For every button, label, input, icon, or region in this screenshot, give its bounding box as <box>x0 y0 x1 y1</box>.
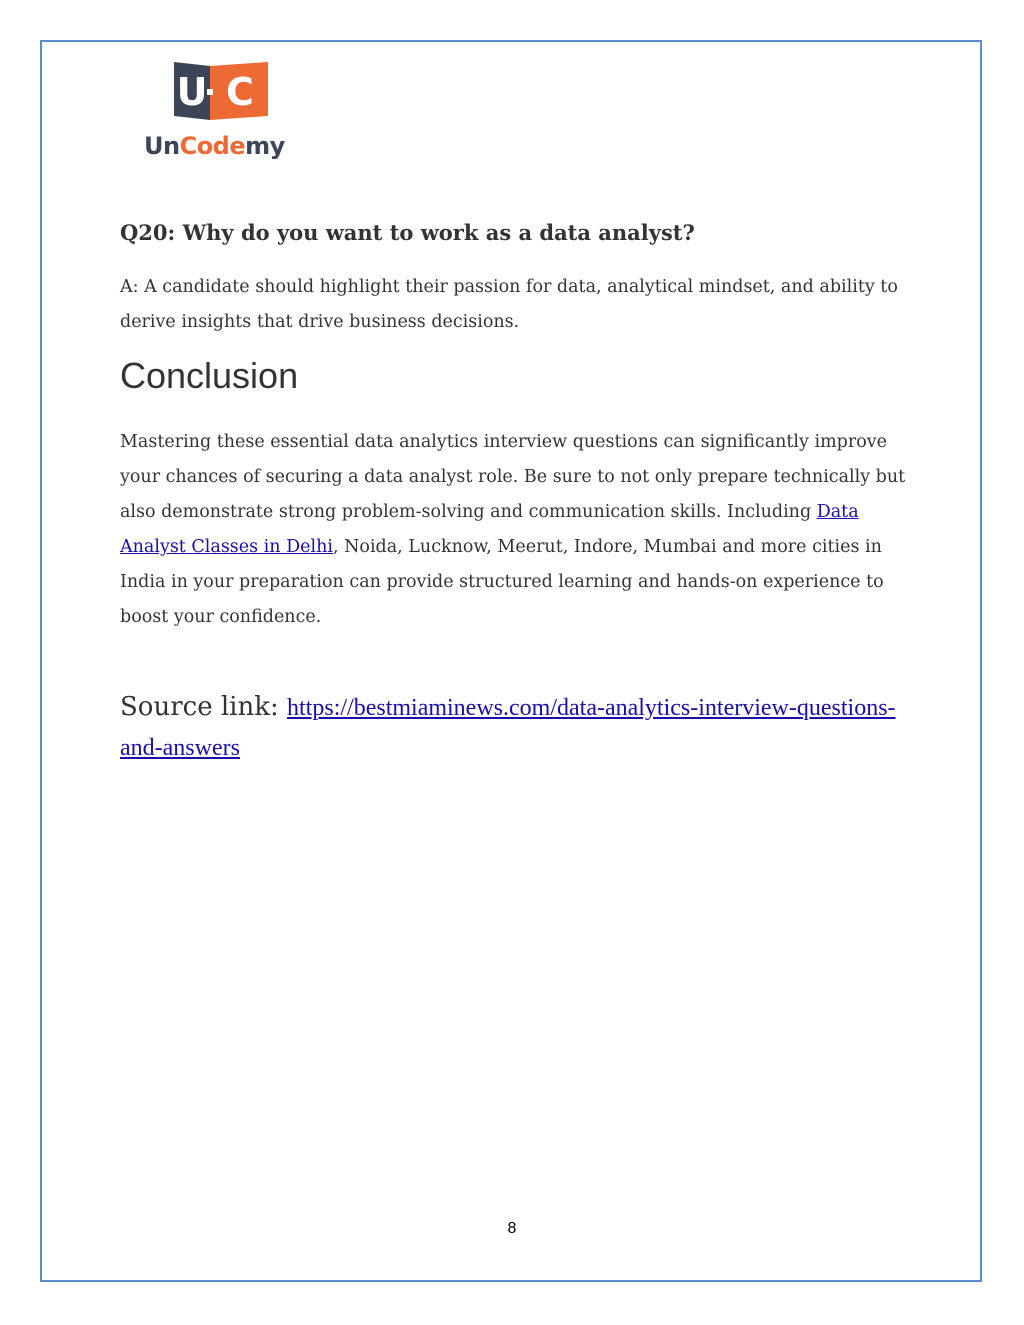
source-line <box>120 688 920 769</box>
conclusion-heading: Conclusion <box>120 355 299 396</box>
conclusion-text-before: Mastering these essential data analytics interview questions can significantly improve your chances of securing a data analyst role. Be sure to not only prepare technically but also demonstrate strong problem-solving and communication skills. Including <box>120 432 906 522</box>
page-number: 8 <box>507 1220 517 1237</box>
question-answer: A: A candidate should highlight their passion for data, analytical mindset, and ability to derive insights that drive business decisions. <box>120 277 898 332</box>
logo-word-my: my <box>245 132 285 160</box>
uc-logo-mark <box>144 62 274 124</box>
logo-word-un: Un <box>144 132 180 160</box>
data-analyst-classes-link[interactable]: Data Analyst Classes in Delhi <box>120 502 859 557</box>
source-url-link[interactable]: https://bestmiaminews.com/data-analytics-interview-questions-and-answers <box>120 695 896 761</box>
conclusion-text-after: , Noida, Lucknow, Meerut, Indore, Mumbai and more cities in India in your preparation can provide structured learning and hands-on experience to boost your confidence. <box>120 537 884 627</box>
uncodemy-logo <box>144 62 304 162</box>
question-heading: Q20: Why do you want to work as a data analyst? <box>120 220 695 245</box>
logo-mark-left: U <box>176 70 208 114</box>
source-label: Source link: <box>120 692 288 722</box>
logo-wordmark <box>144 132 285 160</box>
logo-mark-right: C <box>226 70 254 114</box>
logo-word-code: Code <box>179 132 246 160</box>
conclusion-paragraph <box>120 425 920 635</box>
